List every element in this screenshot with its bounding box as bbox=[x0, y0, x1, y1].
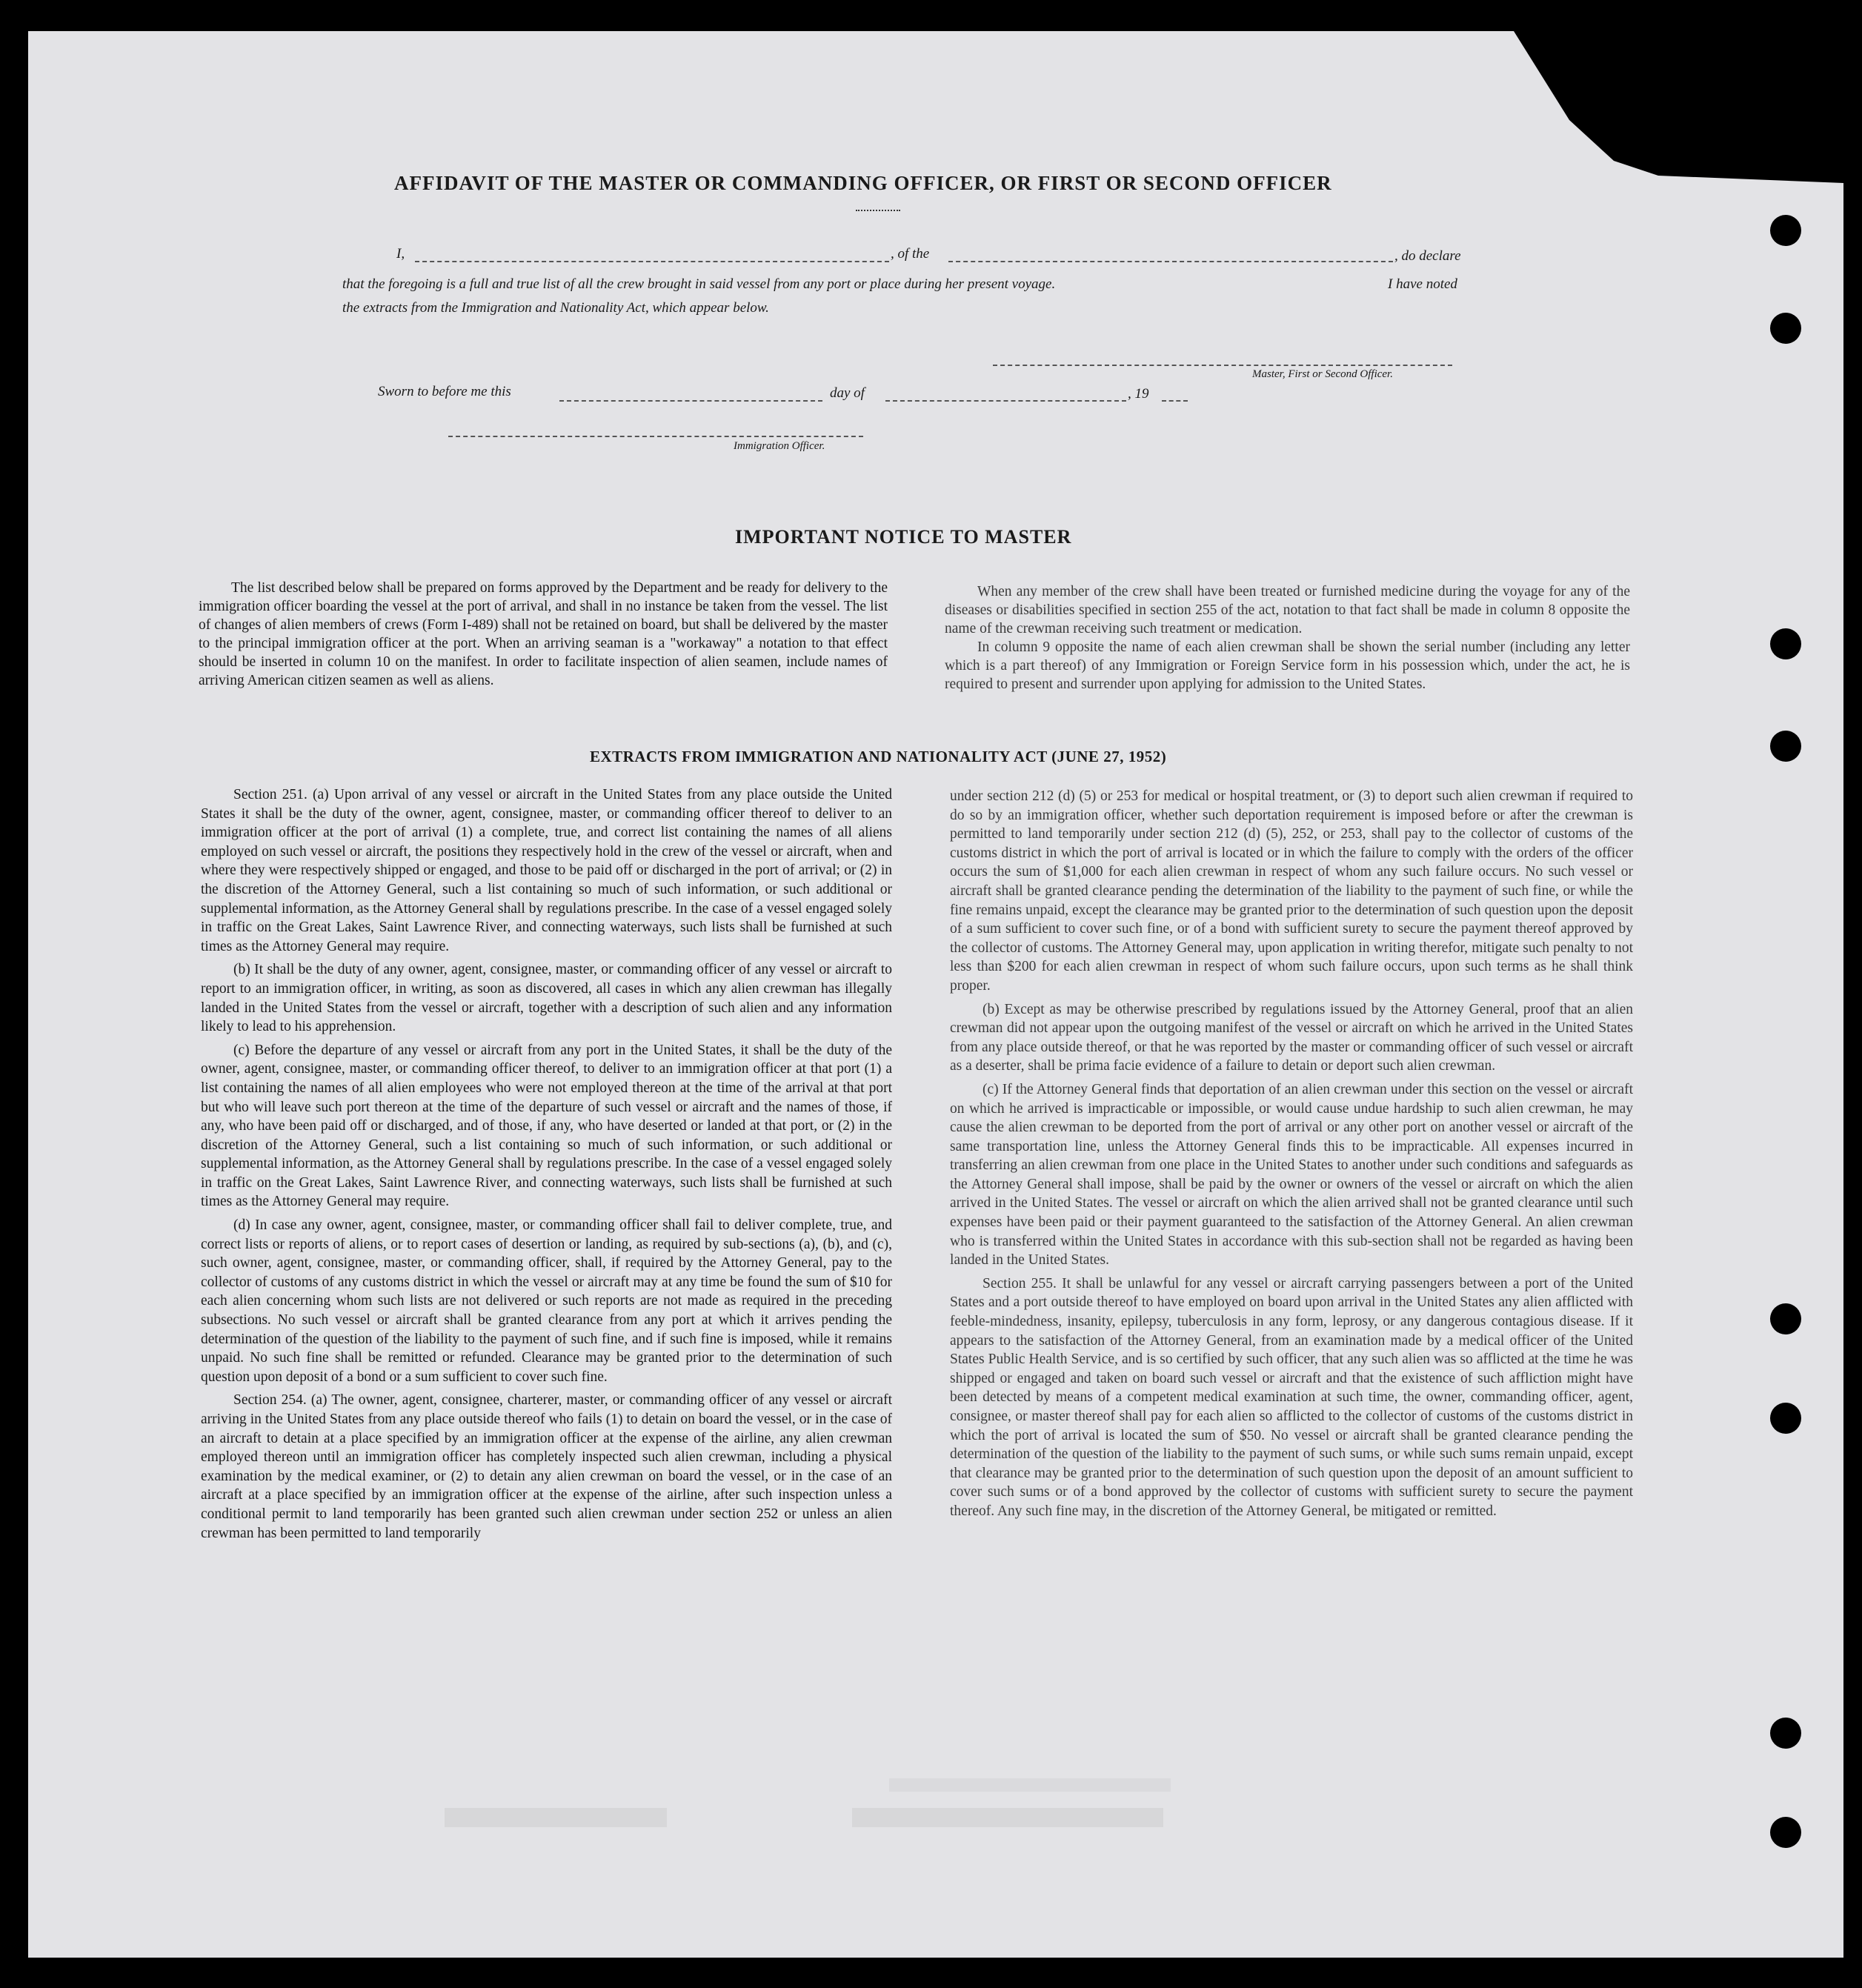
bleed-through-mark bbox=[445, 1808, 667, 1827]
binder-hole bbox=[1770, 1817, 1801, 1848]
act-section-paragraph: (d) In case any owner, agent, consignee, master, or commanding officer shall fail to deliver complete, true, and correct lists or reports of aliens, or to report cases of desertion or landing, as required by sub-sections (a), (b), and (c), such owner, agent, consignee, master, or commanding officer, shall, if required by the Attorney General, pay to the collector of customs of any customs district in which the vessel or aircraft may at any time be found the sum of $10 for each alien concerning whom such lists are not delivered or such reports are not made as required in the preceding subsections. No such vessel or aircraft shall be granted clearance from any port at which it arrives pending the determination of the question of the liability to the payment of such fine, and if such fine is imposed, while it remains unpaid. No such fine shall be remitted or refunded. Clearance may be granted prior to the determination of such question upon deposit of a bond or a sum sufficient to cover such fine. bbox=[201, 1217, 892, 1385]
act-section-paragraph: (c) Before the departure of any vessel or aircraft from any port in the United States, it shall be the duty of the owner, agent, consignee, master, or commanding officer thereof, to deliver to an immigration officer at that port (1) a list containing the names of all alien employees who were not employed thereon at the time of the arrival at that port but who will leave such port thereon at the time of the departure of such vessel or aircraft and the names of those, if any, who have been paid off or discharged, and of those, if any, who have deserted or landed at that port, or (2) in the discretion of the Attorney General, such a list containing so much of such information, or such additional or supplemental information, as the Attorney General shall by regulations prescribe. In the case of a vessel engaged solely in traffic on the Great Lakes, Saint Lawrence River, and connecting waterways, such lists shall be furnished at such times as the Attorney General may require. bbox=[201, 1042, 892, 1210]
binder-hole bbox=[1770, 628, 1801, 659]
bleed-through-mark bbox=[889, 1778, 1171, 1792]
binder-hole bbox=[1770, 313, 1801, 344]
immigration-officer-signature-field[interactable] bbox=[448, 436, 863, 437]
notice-paragraph: When any member of the crew shall have been treated or furnished medicine during the voyage for any of the diseases or disabilities specified in section 255 of the act, notation to that fact shall be made in column 8 opposite the name of the crewman receiving such treatment or medication. bbox=[945, 584, 1630, 636]
sworn-day-field[interactable] bbox=[559, 400, 822, 402]
act-section-paragraph: Section 251. (a) Upon arrival of any vessel or aircraft in the United States from any place outside the United States it shall be the duty of the owner, agent, consignee, master, or commanding officer thereof to deliver to an immigration officer at the port of arrival (1) a complete, true, and correct list containing the names of all aliens employed on such vessel or aircraft, the positions they respectively hold in the crew of the vessel or aircraft, when and where they were respectively shipped or engaged, and those to be paid off or discharged in the port of arrival; or (2) in the discretion of the Attorney General, such a list containing so much of such information, or such additional or supplemental information, as the Attorney General shall by regulations prescribe. In the case of a vessel engaged solely in traffic on the Great Lakes, Saint Lawrence River, and connecting waterways, such lists shall be furnished at such times as the Attorney General may require. bbox=[201, 787, 892, 954]
act-section-paragraph: (b) It shall be the duty of any owner, agent, consignee, master, or commanding officer of any vessel or aircraft to report to an immigration officer, in writing, as soon as discovered, all cases in which any alien crewman has illegally landed in the United States from the vessel or aircraft, together with a description of such alien and any information likely to lead to his apprehension. bbox=[201, 962, 892, 1035]
binder-hole bbox=[1770, 1403, 1801, 1434]
extracts-right-column bbox=[950, 787, 1633, 1526]
extracts-title: EXTRACTS FROM IMMIGRATION AND NATIONALITY ACT (JUNE 27, 1952) bbox=[590, 748, 1167, 765]
act-section-paragraph: Section 254. (a) The owner, agent, consignee, charterer, master, or commanding officer of any vessel or aircraft arriving in the United States from any place outside thereof who fails (1) to detain on board the vessel, or in the case of an aircraft to detain at a place specified by an immigration officer at the expense of the airline, any alien crewman employed thereon until an immigration officer has completely inspected such alien crewman, including a physical examination by the medical examiner, or (2) to detain any alien crewman on board the vessel, or in the case of an aircraft at a place specified by an immigration officer at the expense of the airline, after such inspection unless a conditional permit to land temporarily has been granted such alien crewman under section 252 or unless an alien crewman has been permitted to land temporarily bbox=[201, 1392, 892, 1541]
sworn-label: Sworn to before me this bbox=[378, 384, 511, 399]
affidavit-statement-line1-end: I have noted bbox=[1388, 276, 1457, 292]
affidavit-title: AFFIDAVIT OF THE MASTER OR COMMANDING OFFICER, OR FIRST OR SECOND OFFICER bbox=[394, 172, 1332, 194]
act-section-paragraph: Section 255. It shall be unlawful for any vessel or aircraft carrying passengers between a port of the United States and a port outside thereof to have employed on board upon arrival in the United States any alien afflicted with feeble-mindedness, insanity, epilepsy, tuberculosis in any form, leprosy, or any dangerous contagious disease. If it appears to the satisfaction of the Attorney General, from an examination made by a medical officer of the United States Public Health Service, and is so certified by such officer, that any such alien was so afflicted at the time he was shipped or engaged and taken on board such vessel or aircraft and that the existence of such affliction might have been detected by means of a competent medical examination at such time, the owner, commanding officer, agent, consignee, or master thereof shall pay for each alien so afflicted to the collector of customs of the customs district in which the port of arrival is located the sum of $50. No vessel or aircraft shall be granted clearance pending the determination of the question of the liability to the payment of such sums, or while such sums remain unpaid, except that clearance may be granted prior to the determination of such question upon the deposit of an amount sufficient to cover such sums or of a bond approved by the collector of customs with sufficient surety to secure the payment thereof. Any such fine may, in the discretion of the Attorney General, be mitigated or remitted. bbox=[950, 1275, 1633, 1519]
notice-paragraph: The list described below shall be prepared on forms approved by the Department and be ready for delivery to the immigration officer boarding the vessel at the port of arrival, and shall in no instance be taken from the vessel. The list of changes of alien members of crews (Form I-489) shall not be retained on board, but shall be delivered by the master to the principal immigration officer at the port. When an arriving seaman is a "workaway" a notation to that effect should be inserted in column 10 on the manifest. In order to facilitate inspection of alien seamen, include names of arriving American citizen seamen as well as aliens. bbox=[199, 580, 888, 688]
notice-title: IMPORTANT NOTICE TO MASTER bbox=[735, 526, 1072, 548]
year-label: , 19 bbox=[1128, 386, 1149, 402]
extracts-left-column bbox=[201, 785, 892, 1547]
act-section-paragraph: (c) If the Attorney General finds that deportation of an alien crewman under this section on the vessel or aircraft on which he arrived is impracticable or impossible, or would cause undue hardship to such alien crewman, he may cause the alien crewman to be deported from the port of arrival or any other port on another vessel or aircraft of the same transportation line, unless the Attorney General finds this to be impracticable. All expenses incurred in transferring an alien crewman from one place in the United States to another under such conditions and safeguards as the Attorney General shall impose, shall be paid by the owner or owners of the vessel or aircraft on which the alien arrived in the United States. The vessel or aircraft on which the alien arrived shall not be granted clearance until such expenses have been paid or their payment guaranteed to the satisfaction of the Attorney General. An alien crewman who is transferred within the United States in accordance with this sub-section shall not be regarded as having been landed in the United States. bbox=[950, 1081, 1633, 1269]
affidavit-statement-line2: the extracts from the Immigration and Nationality Act, which appear below. bbox=[342, 300, 769, 316]
bleed-through-mark bbox=[852, 1808, 1163, 1827]
binder-hole bbox=[1770, 731, 1801, 762]
master-signature-caption: Master, First or Second Officer. bbox=[1252, 368, 1393, 380]
sworn-year-field[interactable] bbox=[1162, 400, 1188, 402]
notice-paragraph: In column 9 opposite the name of each alien crewman shall be shown the serial number (including any letter which is a part thereof) of any Immigration or Foreign Service form in his possession which, under the act, he is required to present and surrender upon applying for admission to the United States. bbox=[945, 639, 1630, 692]
title-ornament bbox=[856, 210, 900, 211]
do-declare-label: , do declare bbox=[1394, 248, 1461, 264]
affiant-label: I, bbox=[396, 246, 405, 262]
immigration-officer-caption: Immigration Officer. bbox=[734, 440, 825, 452]
affidavit-statement-line1: that the foregoing is a full and true list of all the crew brought in said vessel from any port or place during her present voyage. bbox=[342, 276, 1056, 292]
master-signature-field[interactable] bbox=[993, 365, 1452, 366]
vessel-name-field[interactable] bbox=[948, 261, 1393, 262]
day-of-label: day of bbox=[830, 385, 865, 401]
act-section-paragraph: (b) Except as may be otherwise prescribed by regulations issued by the Attorney General, proof that an alien crewman did not appear upon the outgoing manifest of the vessel or aircraft on which he arrived in the United States from any place outside thereof, or that he was reported by the master or commanding officer of such vessel or aircraft as a deserter, shall be prima facie evidence of a failure to detain or deport such alien crewman. bbox=[950, 1001, 1633, 1074]
binder-hole bbox=[1770, 215, 1801, 246]
sworn-month-field[interactable] bbox=[885, 400, 1126, 402]
binder-hole bbox=[1770, 1303, 1801, 1334]
affiant-name-field[interactable] bbox=[415, 261, 889, 262]
notice-right-column bbox=[945, 582, 1630, 694]
binder-hole bbox=[1770, 1718, 1801, 1749]
act-section-paragraph: under section 212 (d) (5) or 253 for medical or hospital treatment, or (3) to deport such alien crewman if required to do so by an immigration officer, whether such deportation requirement is imposed before or after the crewman is permitted to land temporarily under section 212 (d) (5), 252, or 253, shall pay to the collector of customs of the customs district in which the port of arrival is located or in which the failure to comply with the orders of the officer occurs the sum of $1,000 for each alien crewman in respect of whom any such failure occurs. No such vessel or aircraft shall be granted clearance pending the determination of the liability to the payment of such fine, or while the fine remains unpaid, except the clearance may be granted prior to the determination of such question upon the deposit of a sum sufficient to cover such fine, or of a bond with sufficient surety to secure the payment thereof approved by the collector of customs. The Attorney General may, upon application in writing therefor, mitigate such penalty to not less than $200 for each alien crewman in respect of whom such failure occurs, upon such terms as he shall think proper. bbox=[950, 788, 1633, 994]
notice-left-column bbox=[199, 579, 888, 690]
of-the-label: , of the bbox=[891, 246, 930, 262]
